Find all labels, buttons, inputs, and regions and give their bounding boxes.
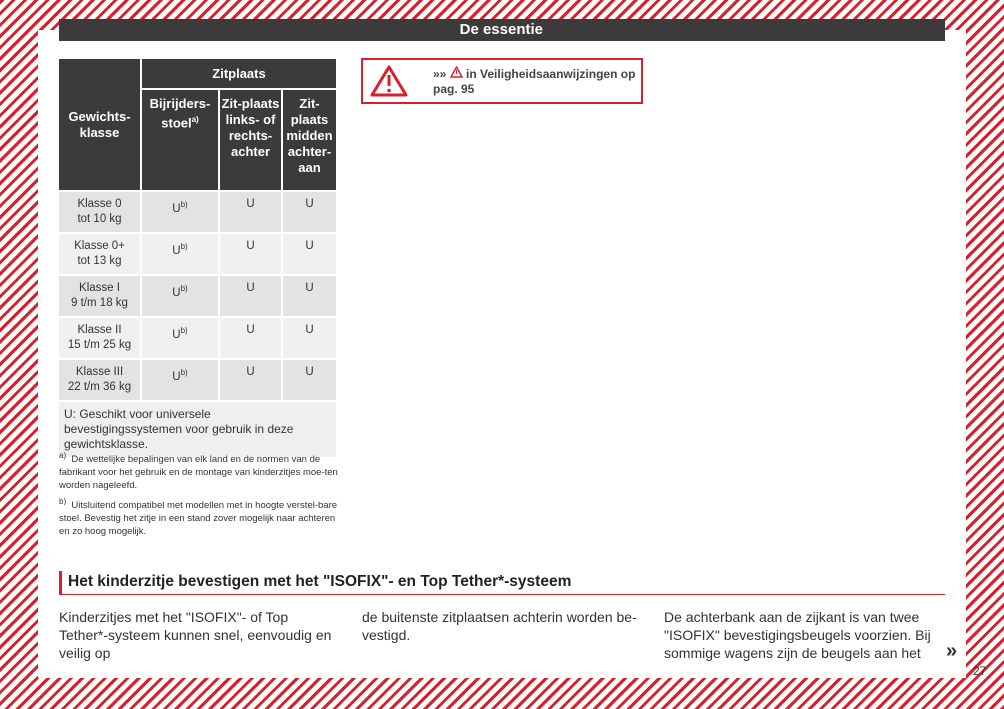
small-warning-icon — [450, 66, 463, 78]
header-passenger: Bijrijders-stoel$^{a)}$ — [142, 90, 218, 190]
passenger-cell: $U^{b)}$ — [142, 192, 218, 232]
child-seat-table — [57, 57, 338, 459]
weight-class-cell: Klasse III 22 t/m 36 kg — [59, 360, 140, 400]
passenger-cell: $U^{b)}$ — [142, 234, 218, 274]
header-seat-group: Zitplaats — [142, 59, 336, 88]
warning-reference[interactable]: »» in Veiligheidsaanwijzingen op pag. 95 — [433, 67, 636, 96]
body-column-3: De achterbank aan de zijkant is van twee "ISOFIX" bevestigingsbeugels voorzien. Bij sommige wagens zijn de beugels aan het — [664, 609, 931, 661]
table-row — [59, 360, 336, 400]
rear-side-cell: U — [220, 234, 281, 274]
continue-arrow-icon: » — [946, 640, 958, 662]
body-column-2: de buitenste zitplaatsen achterin worden be-vestigd. — [362, 609, 637, 643]
passenger-cell: $U^{b)}$ — [142, 276, 218, 316]
rear-side-cell: U — [220, 276, 281, 316]
table-row — [59, 234, 336, 274]
section-title: Het kinderzitje bevestigen met het "ISOFIX"- en Top Tether*-systeem — [59, 571, 945, 595]
weight-class-cell: Klasse 0+ tot 13 kg — [59, 234, 140, 274]
rear-middle-cell: U — [283, 360, 336, 400]
rear-middle-cell: U — [283, 192, 336, 232]
page-header: De essentie — [59, 19, 945, 41]
rear-side-cell: U — [220, 360, 281, 400]
passenger-cell: $U^{b)}$ — [142, 318, 218, 358]
warning-triangle-icon — [369, 64, 409, 98]
table-note: U: Geschikt voor universele bevestigingssystemen voor gebruik in deze gewichtsklasse. — [59, 402, 336, 457]
footnote-b: $^{b)}$ Uitsluitend compatibel met modellen met in hoogte verstel-bare stoel. Bevestig het zitje in een stand zover mogelijk naar achteren en zo hoog mogelijk. — [59, 497, 338, 538]
table-row — [59, 276, 336, 316]
rear-middle-cell: U — [283, 276, 336, 316]
rear-side-cell: U — [220, 318, 281, 358]
rear-side-cell: U — [220, 192, 281, 232]
passenger-cell: $U^{b)}$ — [142, 360, 218, 400]
footnote-a: $^{a)}$ De wettelijke bepalingen van elk land en de normen van de fabrikant voor het gebruik en de montage van kinderzitjes moe-ten worden nageleefd. — [59, 451, 338, 492]
table-row — [59, 318, 336, 358]
header-weight-class: Gewichts-klasse — [59, 59, 140, 190]
rear-middle-cell: U — [283, 234, 336, 274]
page-number: 27 — [973, 664, 987, 678]
weight-class-cell: Klasse II 15 t/m 25 kg — [59, 318, 140, 358]
table-row — [59, 192, 336, 232]
weight-class-cell: Klasse 0 tot 10 kg — [59, 192, 140, 232]
header-rear-side: Zit-plaats links- of rechts-achter — [220, 90, 281, 190]
warning-box — [361, 58, 643, 104]
header-rear-middle: Zit-plaats midden achter-aan — [283, 90, 336, 190]
rear-middle-cell: U — [283, 318, 336, 358]
body-column-1: Kinderzitjes met het "ISOFIX"- of Top Tether*-systeem kunnen snel, eenvoudig en veilig op — [59, 609, 332, 661]
weight-class-cell: Klasse I 9 t/m 18 kg — [59, 276, 140, 316]
